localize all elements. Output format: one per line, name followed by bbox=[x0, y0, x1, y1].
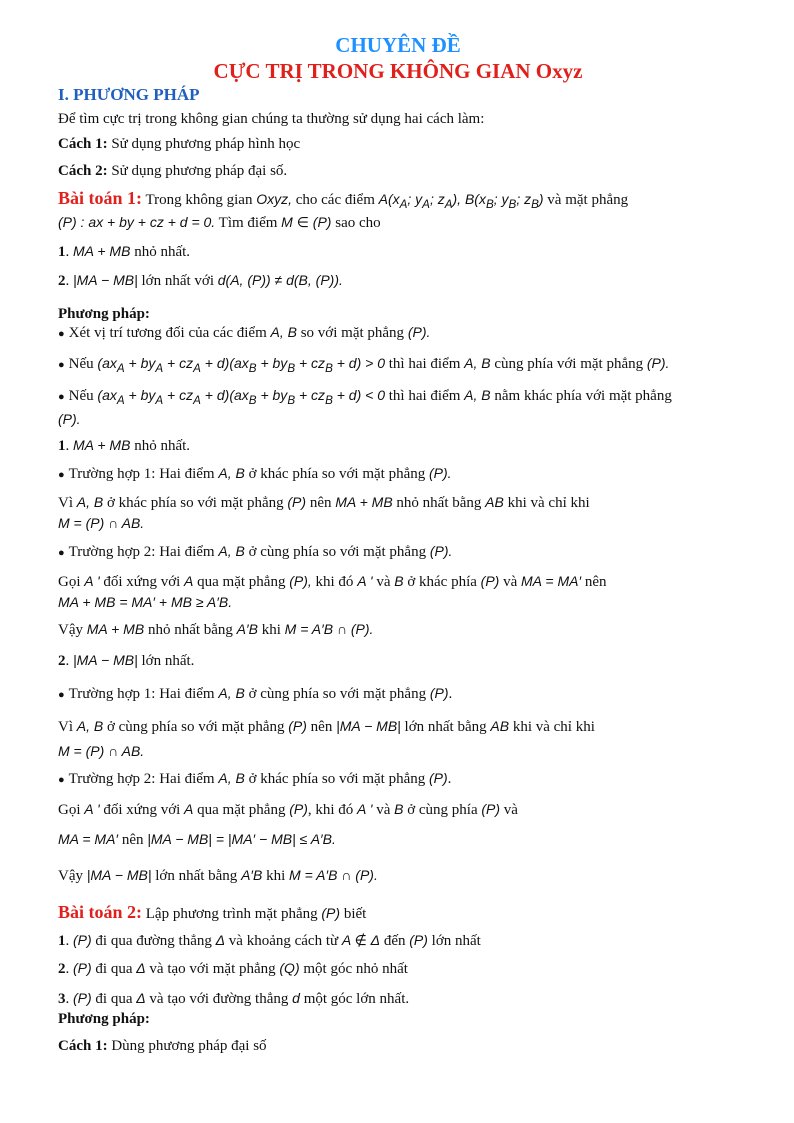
case1a-explain: Vì A, B ở khác phía so với mặt phẳng (P) nên MA + MB nhỏ nhất bằng AB khi và chỉ khi bbox=[58, 494, 590, 511]
method-heading-1: Phương pháp: bbox=[58, 306, 150, 322]
method2-line: Cách 2: Sử dụng phương pháp đại số. bbox=[58, 163, 288, 179]
case1b: ● Trường hợp 2: Hai điểm A, B ở cùng phía so với mặt phẳng (P). bbox=[58, 543, 453, 560]
section-heading-method: I. PHƯƠNG PHÁP bbox=[58, 85, 200, 104]
p2-item3: 3. (P) đi qua Δ và tạo với đường thẳng d một góc lớn nhất. bbox=[58, 990, 410, 1007]
case1b-conclusion: Vậy MA + MB nhỏ nhất bằng A′B khi M = A′B ∩ (P). bbox=[58, 621, 374, 638]
problem1-plane-line: (P) : ax + by + cz + d = 0. Tìm điểm M ∈ (P) sao cho bbox=[58, 214, 381, 231]
p1-item2: 2. |MA − MB| lớn nhất với d(A, (P)) ≠ d(B, (P)). bbox=[58, 272, 343, 289]
p2-item2: 2. (P) đi qua Δ và tạo với mặt phẳng (Q) một góc nhỏ nhất bbox=[58, 960, 408, 977]
p2-item1: 1. (P) đi qua đường thẳng Δ và khoảng cách từ A ∉ Δ đến (P) lớn nhất bbox=[58, 932, 481, 949]
doc-title-line1: CHUYÊN ĐỀ bbox=[335, 33, 461, 57]
case1a: ● Trường hợp 1: Hai điểm A, B ở khác phía so với mặt phẳng (P). bbox=[58, 465, 452, 482]
problem1-statement: Bài toán 1: Trong không gian Oxyz, cho các điểm $A(x_A$; $y_A$; $z_A$), $B(x_B$; $y_B$; $z_B$) và mặt phẳng bbox=[58, 188, 629, 211]
case2-heading: 2. |MA − MB| lớn nhất. bbox=[58, 652, 195, 669]
p1-item1: 1. MA + MB nhỏ nhất. bbox=[58, 243, 191, 260]
bullet-opposite-side-cont: (P). bbox=[58, 411, 81, 427]
case2a: ● Trường hợp 1: Hai điểm A, B ở cùng phía so với mặt phẳng (P). bbox=[58, 685, 453, 702]
case1b-ineq: MA + MB = MA′ + MB ≥ A′B. bbox=[58, 594, 233, 610]
method-heading-2: Phương pháp: bbox=[58, 1011, 150, 1027]
document-page bbox=[58, 32, 738, 105]
doc-title-line2: CỰC TRỊ TRONG KHÔNG GIAN Oxyz bbox=[213, 59, 583, 83]
case2b-explain: Gọi A ' đối xứng với A qua mặt phẳng (P), khi đó A ' và B ở cùng phía (P) và bbox=[58, 801, 518, 818]
case1-heading: 1. MA + MB nhỏ nhất. bbox=[58, 437, 191, 454]
p2-method1: Cách 1: Dùng phương pháp đại số bbox=[58, 1038, 267, 1054]
case1a-result: M = (P) ∩ AB. bbox=[58, 515, 145, 531]
intro-text: Để tìm cực trị trong không gian chúng ta thường sử dụng hai cách làm: bbox=[58, 111, 485, 127]
case2b: ● Trường hợp 2: Hai điểm A, B ở khác phía so với mặt phẳng (P). bbox=[58, 770, 452, 787]
bullet-opposite-side: ● Nếu $(ax_A + by_A + cz_A + d)(ax_B + by_B + cz_B + d) < 0$ thì hai điểm A, B nằm khác phía với mặt phẳng bbox=[58, 387, 672, 407]
problem2-statement: Bài toán 2: Lập phương trình mặt phẳng (P) biết bbox=[58, 902, 367, 922]
case2b-ineq: MA = MA′ nên |MA − MB| = |MA′ − MB| ≤ A′B. bbox=[58, 831, 336, 848]
bullet-position: ● Xét vị trí tương đối của các điểm A, B so với mặt phẳng (P). bbox=[58, 324, 431, 341]
bullet-same-side: ● Nếu $(ax_A + by_A + cz_A + d)(ax_B + by_B + cz_B + d) > 0$ thì hai điểm A, B cùng phía với mặt phẳng (P). bbox=[58, 355, 670, 375]
method1-line: Cách 1: Sử dụng phương pháp hình học bbox=[58, 136, 301, 152]
case2a-explain: Vì A, B ở cùng phía so với mặt phẳng (P) nên |MA − MB| lớn nhất bằng AB khi và chỉ khi bbox=[58, 718, 595, 735]
case1b-explain: Gọi A ' đối xứng với A qua mặt phẳng (P), khi đó A ' và B ở khác phía (P) và MA = MA′ nên bbox=[58, 573, 607, 590]
case2a-result: M = (P) ∩ AB. bbox=[58, 743, 145, 759]
case2b-conclusion: Vậy |MA − MB| lớn nhất bằng A′B khi M = A′B ∩ (P). bbox=[58, 867, 378, 884]
